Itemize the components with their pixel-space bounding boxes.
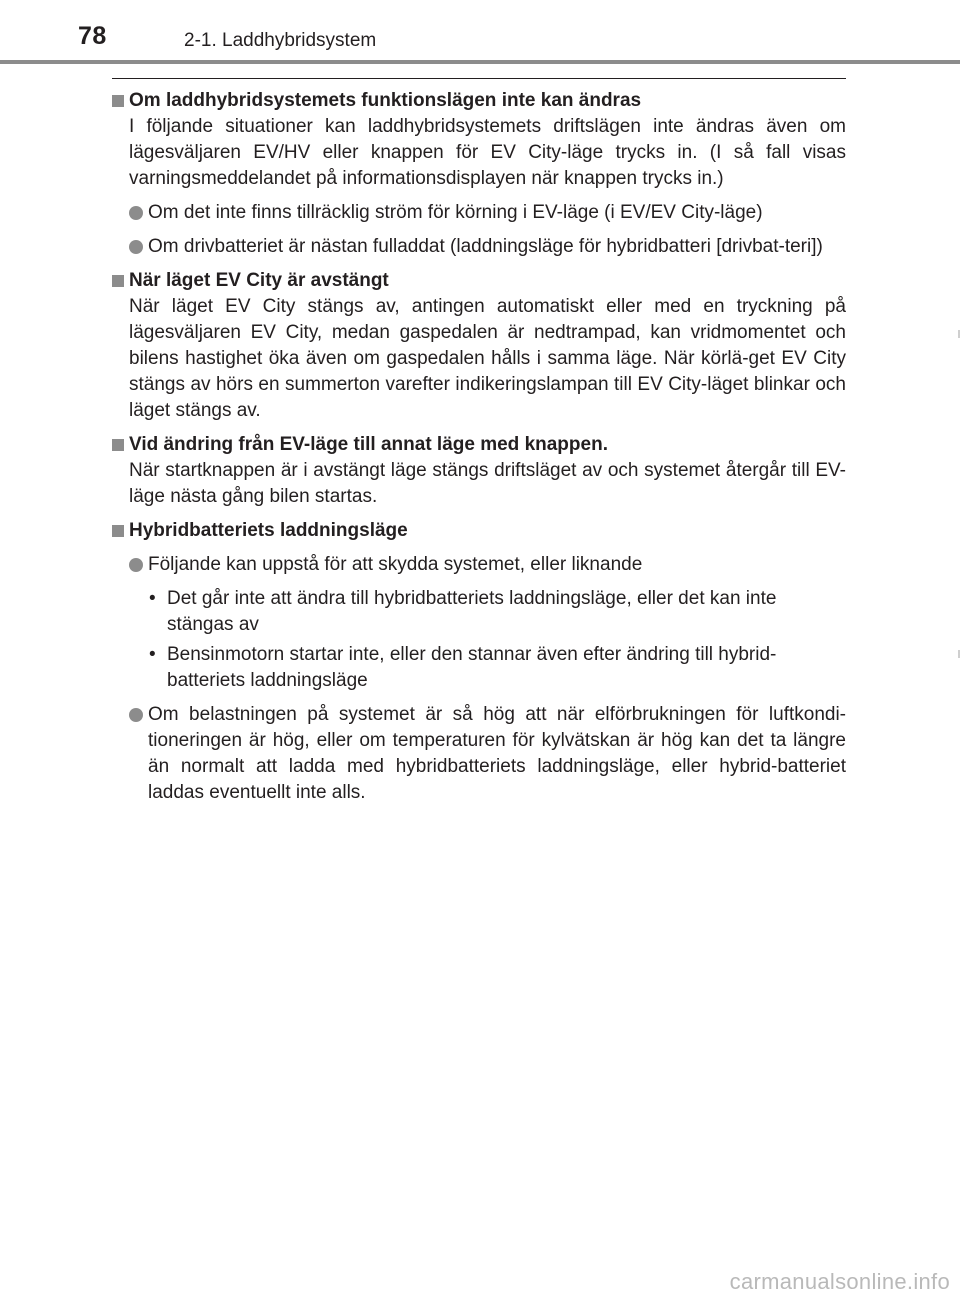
watermark: carmanualsonline.info	[729, 1269, 950, 1294]
sub-list-item	[112, 642, 846, 694]
section-heading-text: Om laddhybridsystemets funktionslägen inte kan ändras	[129, 90, 642, 111]
section-paragraph: I följande situationer kan laddhybridsystemets driftslägen inte ändras även om lägesväljaren EV/HV eller knappen för EV City-läge trycks in. (I så fall visas varningsmeddelandet på informationsdisplayen när knappen trycks in.)	[129, 116, 846, 189]
page-header	[0, 0, 960, 64]
section-heading	[112, 432, 846, 458]
section-mode-change	[112, 88, 846, 260]
list-item	[112, 552, 846, 578]
list-item-text: Om det inte finns tillräcklig ström för körning i EV-läge (i EV/EV City-läge)	[148, 202, 763, 223]
page-number: 78	[78, 22, 107, 50]
section-heading	[112, 268, 846, 294]
sub-list-item	[112, 586, 846, 638]
page-content	[112, 88, 846, 814]
section-heading	[112, 88, 846, 114]
square-bullet-icon	[112, 439, 124, 451]
section-heading	[112, 518, 846, 544]
content-top-rule	[112, 78, 846, 79]
list-item	[112, 234, 846, 260]
dot-bullet-icon: •	[149, 644, 156, 665]
section-heading-text: Hybridbatteriets laddningsläge	[129, 520, 408, 541]
section-heading-text: När läget EV City är avstängt	[129, 270, 389, 291]
circle-bullet-icon	[129, 240, 143, 254]
section-ev-city-off	[112, 268, 846, 424]
section-paragraph: När läget EV City stängs av, antingen automatiskt eller med en tryckning på lägesväljaren EV City, medan gaspedalen är nedtrampad, kan vridmomentet och bilens hastighet öka även om gaspedalen hålls i samma läge. När körlä-get EV City stängs av hörs en summerton varefter indikeringslampan till EV City-läget blinkar och läget stängs av.	[129, 296, 846, 421]
square-bullet-icon	[112, 275, 124, 287]
sub-list-item-text: Bensinmotorn startar inte, eller den stannar även efter ändring till hybrid-batteriets laddningsläge	[167, 644, 777, 691]
list-item-text: Om belastningen på systemet är så hög att när elförbrukningen för luftkondi-tioneringen är hög, eller om temperaturen för kylvätskan är hög kan det ta längre än normalt att ladda med hybridbatteriets laddningsläge, eller hybrid-batteriet laddas eventuellt inte alls.	[148, 704, 846, 803]
list-item-text: Om drivbatteriet är nästan fulladdat (laddningsläge för hybridbatteri [drivbat-teri])	[148, 236, 823, 257]
square-bullet-icon	[112, 525, 124, 537]
sub-list	[112, 586, 846, 694]
circle-bullet-icon	[129, 206, 143, 220]
sub-list-item-text: Det går inte att ändra till hybridbatteriets laddningsläge, eller det kan inte stängas av	[167, 588, 777, 635]
section-paragraph: När startknappen är i avstängt läge stängs driftsläget av och systemet återgår till EV-läge nästa gång bilen startas.	[129, 460, 846, 507]
circle-bullet-icon	[129, 558, 143, 572]
dot-bullet-icon: •	[149, 588, 156, 609]
list-item-text: Följande kan uppstå för att skydda systemet, eller liknande	[148, 554, 643, 575]
list-item	[112, 702, 846, 806]
header-rule	[0, 60, 960, 64]
list-item	[112, 200, 846, 226]
section-heading-text: Vid ändring från EV-läge till annat läge med knappen.	[129, 434, 608, 455]
section-battery-charge-mode	[112, 518, 846, 806]
square-bullet-icon	[112, 95, 124, 107]
section-title: 2-1. Laddhybridsystem	[184, 30, 377, 51]
circle-bullet-icon	[129, 708, 143, 722]
section-ev-mode-change	[112, 432, 846, 510]
